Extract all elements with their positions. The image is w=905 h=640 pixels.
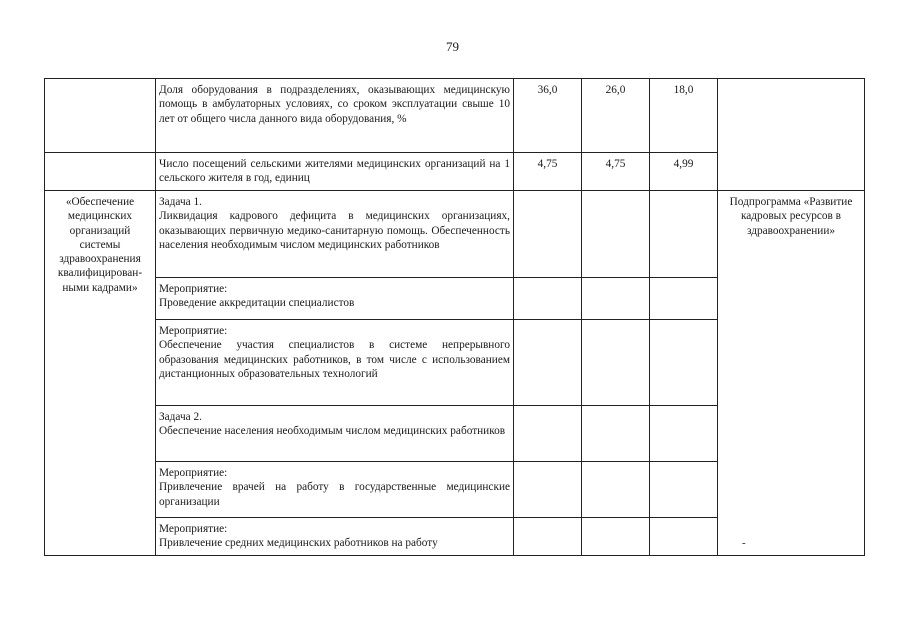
measure-body: Привлечение врачей на работу в государственные медицинские организации: [159, 481, 510, 508]
task-heading: Задача 1.: [159, 196, 202, 208]
indicator-text: Доля оборудования в подразделениях, оказывающих медицинскую помощь в амбулаторных условиях, со сроком эксплуатации свыше 10 лет от общего числа данного вида оборудования, %: [156, 79, 514, 153]
value-cell: [582, 320, 650, 406]
value-cell: 4,75: [582, 153, 650, 191]
value-cell: [514, 191, 582, 278]
program-table: [44, 78, 865, 556]
measure-body: Обеспечение участия специалистов в системе непрерывного образования медицинских работников, в том числе с использованием дистанционных образовательных технологий: [159, 339, 510, 380]
value-cell: [582, 518, 650, 556]
measure-body: Привлечение средних медицинских работников на работу: [159, 537, 438, 550]
value-cell: [650, 278, 718, 320]
value-cell: [582, 406, 650, 462]
table-row: [45, 79, 865, 153]
goal-cell-empty: [45, 153, 156, 191]
value-cell: [582, 462, 650, 518]
goal-text: «Обеспечение медицинских организаций системы здравоохранения квалифицирован-ными кадрами»: [45, 191, 156, 556]
measure-heading: Мероприятие:: [159, 325, 228, 337]
value-cell: 26,0: [582, 79, 650, 153]
goal-cell-empty: [45, 79, 156, 153]
value-cell: [514, 278, 582, 320]
trailing-mark: -: [742, 537, 746, 549]
value-cell: [514, 406, 582, 462]
subprogram-text: Подпрограмма «Развитие кадровых ресурсов в здравоохранении»: [718, 191, 865, 556]
measure-heading: Мероприятие:: [159, 283, 228, 295]
task-body: Обеспечение населения необходимым числом медицинских работников: [159, 425, 506, 438]
measure-cell: [156, 462, 514, 518]
measure-body: Проведение аккредитации специалистов: [159, 297, 355, 310]
task-cell: [156, 191, 514, 278]
page-number: 79: [446, 39, 459, 54]
subprogram-cell-empty: [718, 79, 865, 191]
task-cell: [156, 406, 514, 462]
value-cell: 18,0: [650, 79, 718, 153]
value-cell: [582, 191, 650, 278]
value-cell: 36,0: [514, 79, 582, 153]
measure-heading: Мероприятие:: [159, 467, 228, 479]
value-cell: [650, 462, 718, 518]
task-body: Ликвидация кадрового дефицита в медицинских организациях, оказывающих первичную медико-санитарную помощь. Обеспеченность населения необходимым числом медицинских работников: [159, 210, 510, 251]
value-cell: [514, 462, 582, 518]
value-cell: [650, 406, 718, 462]
task-heading: Задача 2.: [159, 411, 202, 423]
table-row: [45, 191, 865, 278]
measure-cell: [156, 278, 514, 320]
value-cell: [582, 278, 650, 320]
value-cell: [514, 320, 582, 406]
value-cell: [514, 518, 582, 556]
measure-cell: [156, 320, 514, 406]
measure-heading: Мероприятие:: [159, 523, 228, 535]
indicator-text: Число посещений сельскими жителями медицинских организаций на 1 сельского жителя в год, единиц: [156, 153, 514, 191]
value-cell: [650, 320, 718, 406]
value-cell: [650, 191, 718, 278]
value-cell: 4,99: [650, 153, 718, 191]
value-cell: 4,75: [514, 153, 582, 191]
measure-cell: [156, 518, 514, 556]
value-cell: [650, 518, 718, 556]
